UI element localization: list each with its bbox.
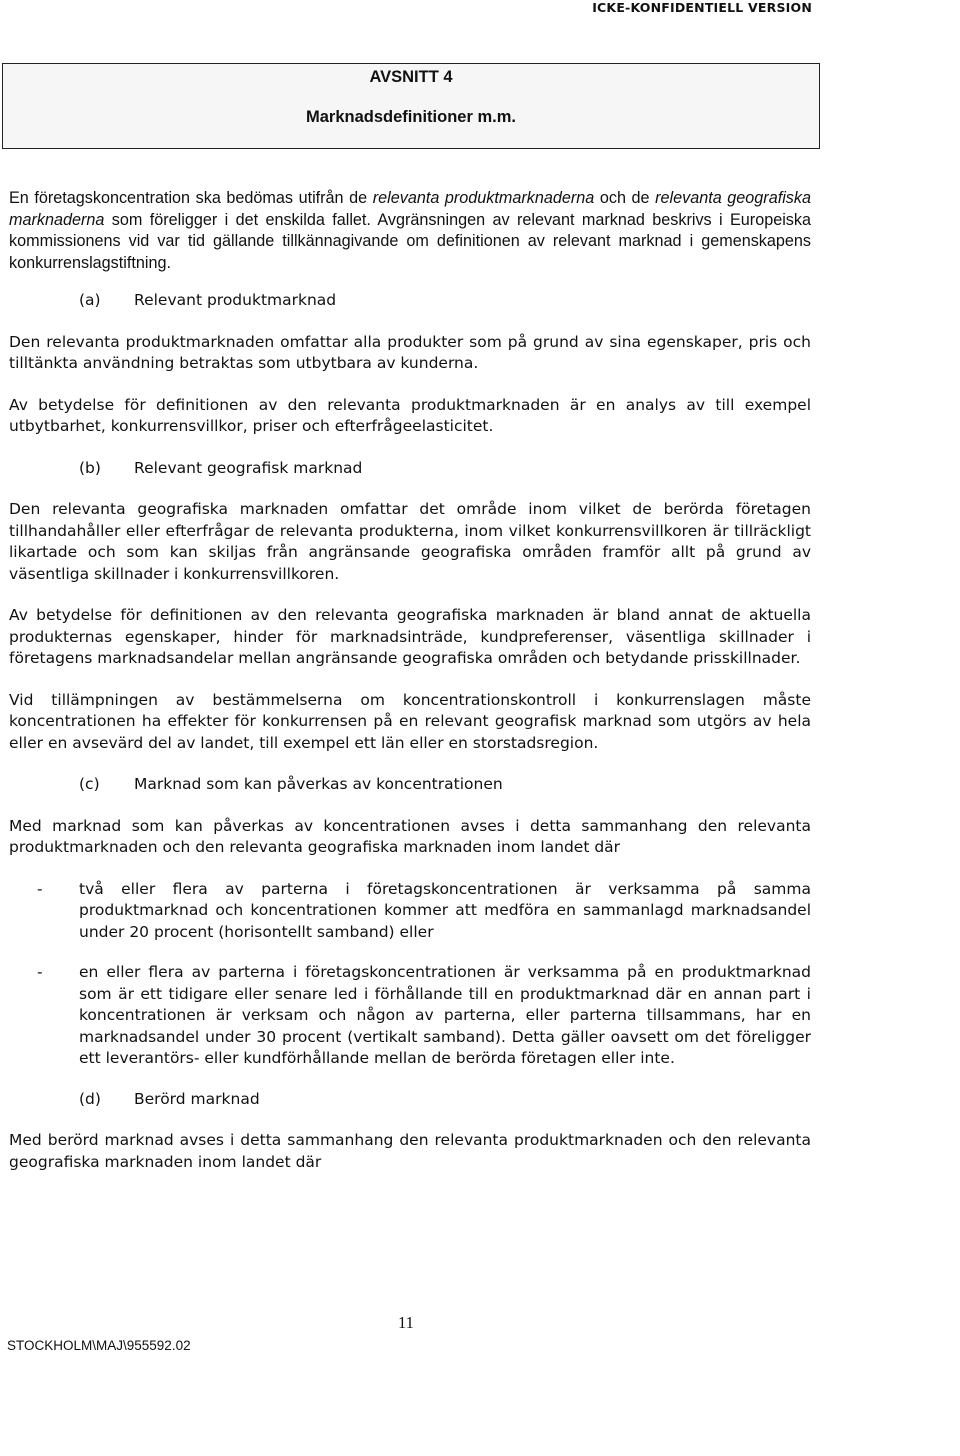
subheading-a-label: (a) [79, 291, 101, 309]
intro-text-2: och de [594, 189, 656, 207]
paragraph-d1: Med berörd marknad avses i detta sammanhang den relevanta produktmarknaden och den relevanta geografiska marknaden inom landet där [9, 1131, 811, 1171]
subheading-b-label: (b) [79, 458, 101, 477]
subheading-d-title: Berörd marknad [134, 1089, 260, 1108]
subheading-d-label: (d) [79, 1089, 101, 1108]
dash-list-c [9, 879, 811, 1070]
list-item-text: två eller flera av parterna i företagskoncentrationen är verksamma på samma produktmarknad och koncentrationen kommer att medföra en sammanlagd marknadsandel under 20 procent (horisontellt samband) eller [79, 879, 811, 941]
paragraph-c1: Med marknad som kan påverkas av koncentrationen avses i detta sammanhang den relevanta produktmarknaden och den relevanta geografiska marknaden inom landet där [9, 816, 811, 856]
subheading-b [79, 458, 811, 480]
subheading-c-label: (c) [79, 775, 100, 793]
dash-bullet: - [37, 879, 43, 898]
section-subtitle: Marknadsdefinitioner m.m. [306, 108, 516, 126]
list-item [9, 879, 811, 944]
document-id: STOCKHOLM\MAJ\955592.02 [7, 1338, 191, 1353]
paragraph-a1: Den relevanta produktmarknaden omfattar alla produkter som på grund av sina egenskaper, pris och tilltänkta användning betraktas som utbytbara av kunderna. [9, 332, 811, 372]
subheading-c [79, 774, 811, 796]
confidentiality-label: ICKE-KONFIDENTIELL VERSION [592, 0, 812, 15]
intro-text-1: En företagskoncentration ska bedömas utifrån de [9, 189, 373, 207]
intro-emphasis-product-markets: relevanta produktmarknaderna [372, 189, 595, 207]
paragraph-a2: Av betydelse för definitionen av den relevanta produktmarknaden är en analys av till exempel utbytbarhet, konkurrensvillkor, priser och efterfrågeelasticitet. [9, 395, 811, 435]
intro-text-3: som föreligger i det enskilda fallet. Avgränsningen av relevant marknad beskrivs i Europeiska kommissionens vid var tid gällande tillkännagivande om definitionen av relevant marknad i gemenskapens konkurrenslagstiftning. [9, 210, 811, 272]
document-body [9, 188, 811, 1193]
section-heading-box [2, 63, 820, 149]
list-item [9, 962, 811, 1070]
intro-paragraph [9, 188, 811, 274]
intro-emphasis-geographic-markets: relevanta geografiska marknaderna [9, 189, 811, 229]
section-title: AVSNITT 4 [369, 68, 453, 86]
list-item-text: en eller flera av parterna i företagskoncentrationen är verksamma på en produktmarknad som är ett tidigare eller senare led i förhållande till en produktmarknad där en annan part i koncentrationen är verksam och någon av parterna, eller parterna tillsammans, har en marknadsandel under 30 procent (vertikalt samband). Detta gäller oavsett om det föreligger ett leverantörs- eller kundförhållande mellan de berörda företagen eller inte. [79, 963, 811, 1067]
paragraph-b2: Av betydelse för definitionen av den relevanta geografiska marknaden är bland annat de aktuella produkternas egenskaper, hinder för marknadsinträde, kundpreferenser, väsentliga skillnader i företagens marknadsandelar mellan angränsande geografiska områden och betydande prisskillnader. [9, 606, 811, 667]
subheading-b-title: Relevant geografisk marknad [134, 458, 363, 477]
page-number: 11 [398, 1313, 414, 1332]
subheading-a [79, 290, 811, 312]
subheading-c-title: Marknad som kan påverkas av koncentrationen [134, 775, 503, 793]
subheading-a-title: Relevant produktmarknad [134, 291, 337, 309]
paragraph-b3: Vid tillämpningen av bestämmelserna om koncentrationskontroll i konkurrenslagen måste koncentrationen ha effekter för konkurrensen på en relevant geografisk marknad som utgörs av hela eller en avsevärd del av landet, till exempel ett län eller en storstadsregion. [9, 690, 811, 752]
dash-bullet: - [37, 963, 43, 981]
paragraph-b1: Den relevanta geografiska marknaden omfattar det område inom vilket de berörda företagen tillhandahåller eller efterfrågar de relevanta produkterna, inom vilket konkurrensvillkoren är tillräckligt likartade och som kan skiljas från angränsande geografiska områden framför allt på grund av väsentliga skillnader i konkurrensvillkoren. [9, 500, 811, 583]
subheading-d [79, 1089, 811, 1111]
